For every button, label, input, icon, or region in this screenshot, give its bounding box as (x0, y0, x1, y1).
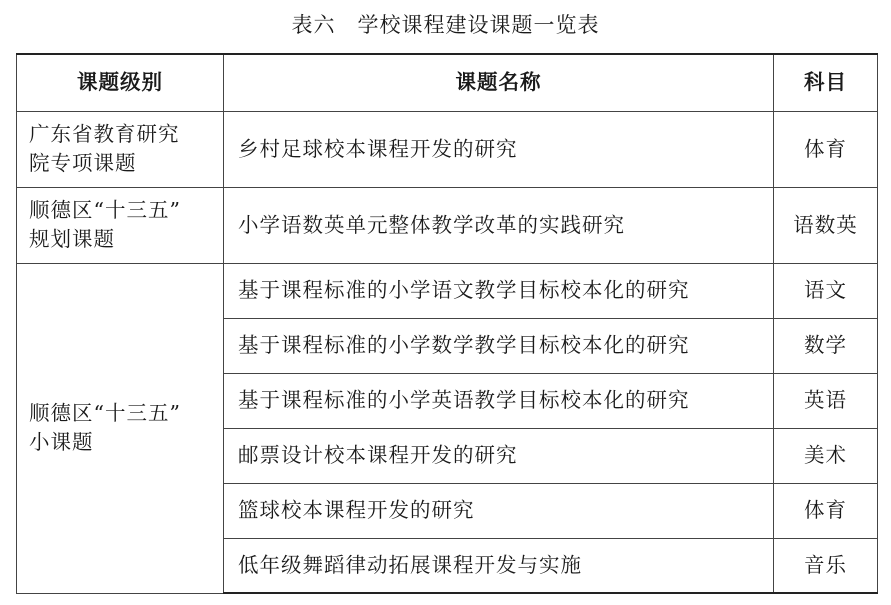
subject-cell: 体育 (774, 483, 878, 538)
subject-cell: 英语 (774, 373, 878, 428)
subject-cell: 音乐 (774, 538, 878, 593)
name-cell: 邮票设计校本课程开发的研究 (224, 428, 774, 483)
table-row (17, 111, 878, 187)
header-subject: 科目 (774, 54, 878, 111)
subject-cell: 美术 (774, 428, 878, 483)
level-line: 小课题 (29, 430, 94, 454)
level-line: 顺德区“十三五” (29, 198, 181, 222)
level-cell (17, 187, 224, 263)
level-cell (17, 111, 224, 187)
subject-cell: 语数英 (774, 187, 878, 263)
caption-label: 表六 (291, 13, 336, 37)
name-cell: 篮球校本课程开发的研究 (224, 483, 774, 538)
name-cell: 小学语数英单元整体教学改革的实践研究 (224, 187, 774, 263)
name-cell: 低年级舞蹈律动拓展课程开发与实施 (224, 538, 774, 593)
name-cell: 乡村足球校本课程开发的研究 (224, 111, 774, 187)
name-cell: 基于课程标准的小学英语教学目标校本化的研究 (224, 373, 774, 428)
table-caption (0, 9, 891, 39)
name-cell: 基于课程标准的小学语文教学目标校本化的研究 (224, 263, 774, 318)
subject-cell: 数学 (774, 318, 878, 373)
header-row (17, 54, 878, 111)
project-table (16, 53, 878, 594)
table-row (17, 263, 878, 318)
subject-cell: 体育 (774, 111, 878, 187)
level-line: 广东省教育研究 (29, 122, 180, 146)
level-cell (17, 263, 224, 593)
table-row (17, 187, 878, 263)
caption-text: 学校课程建设课题一览表 (357, 13, 600, 37)
name-cell: 基于课程标准的小学数学教学目标校本化的研究 (224, 318, 774, 373)
subject-cell: 语文 (774, 263, 878, 318)
header-level: 课题级别 (17, 54, 224, 111)
header-name: 课题名称 (224, 54, 774, 111)
level-line: 规划课题 (29, 227, 115, 251)
level-line: 院专项课题 (29, 151, 137, 175)
level-line: 顺德区“十三五” (29, 401, 181, 425)
